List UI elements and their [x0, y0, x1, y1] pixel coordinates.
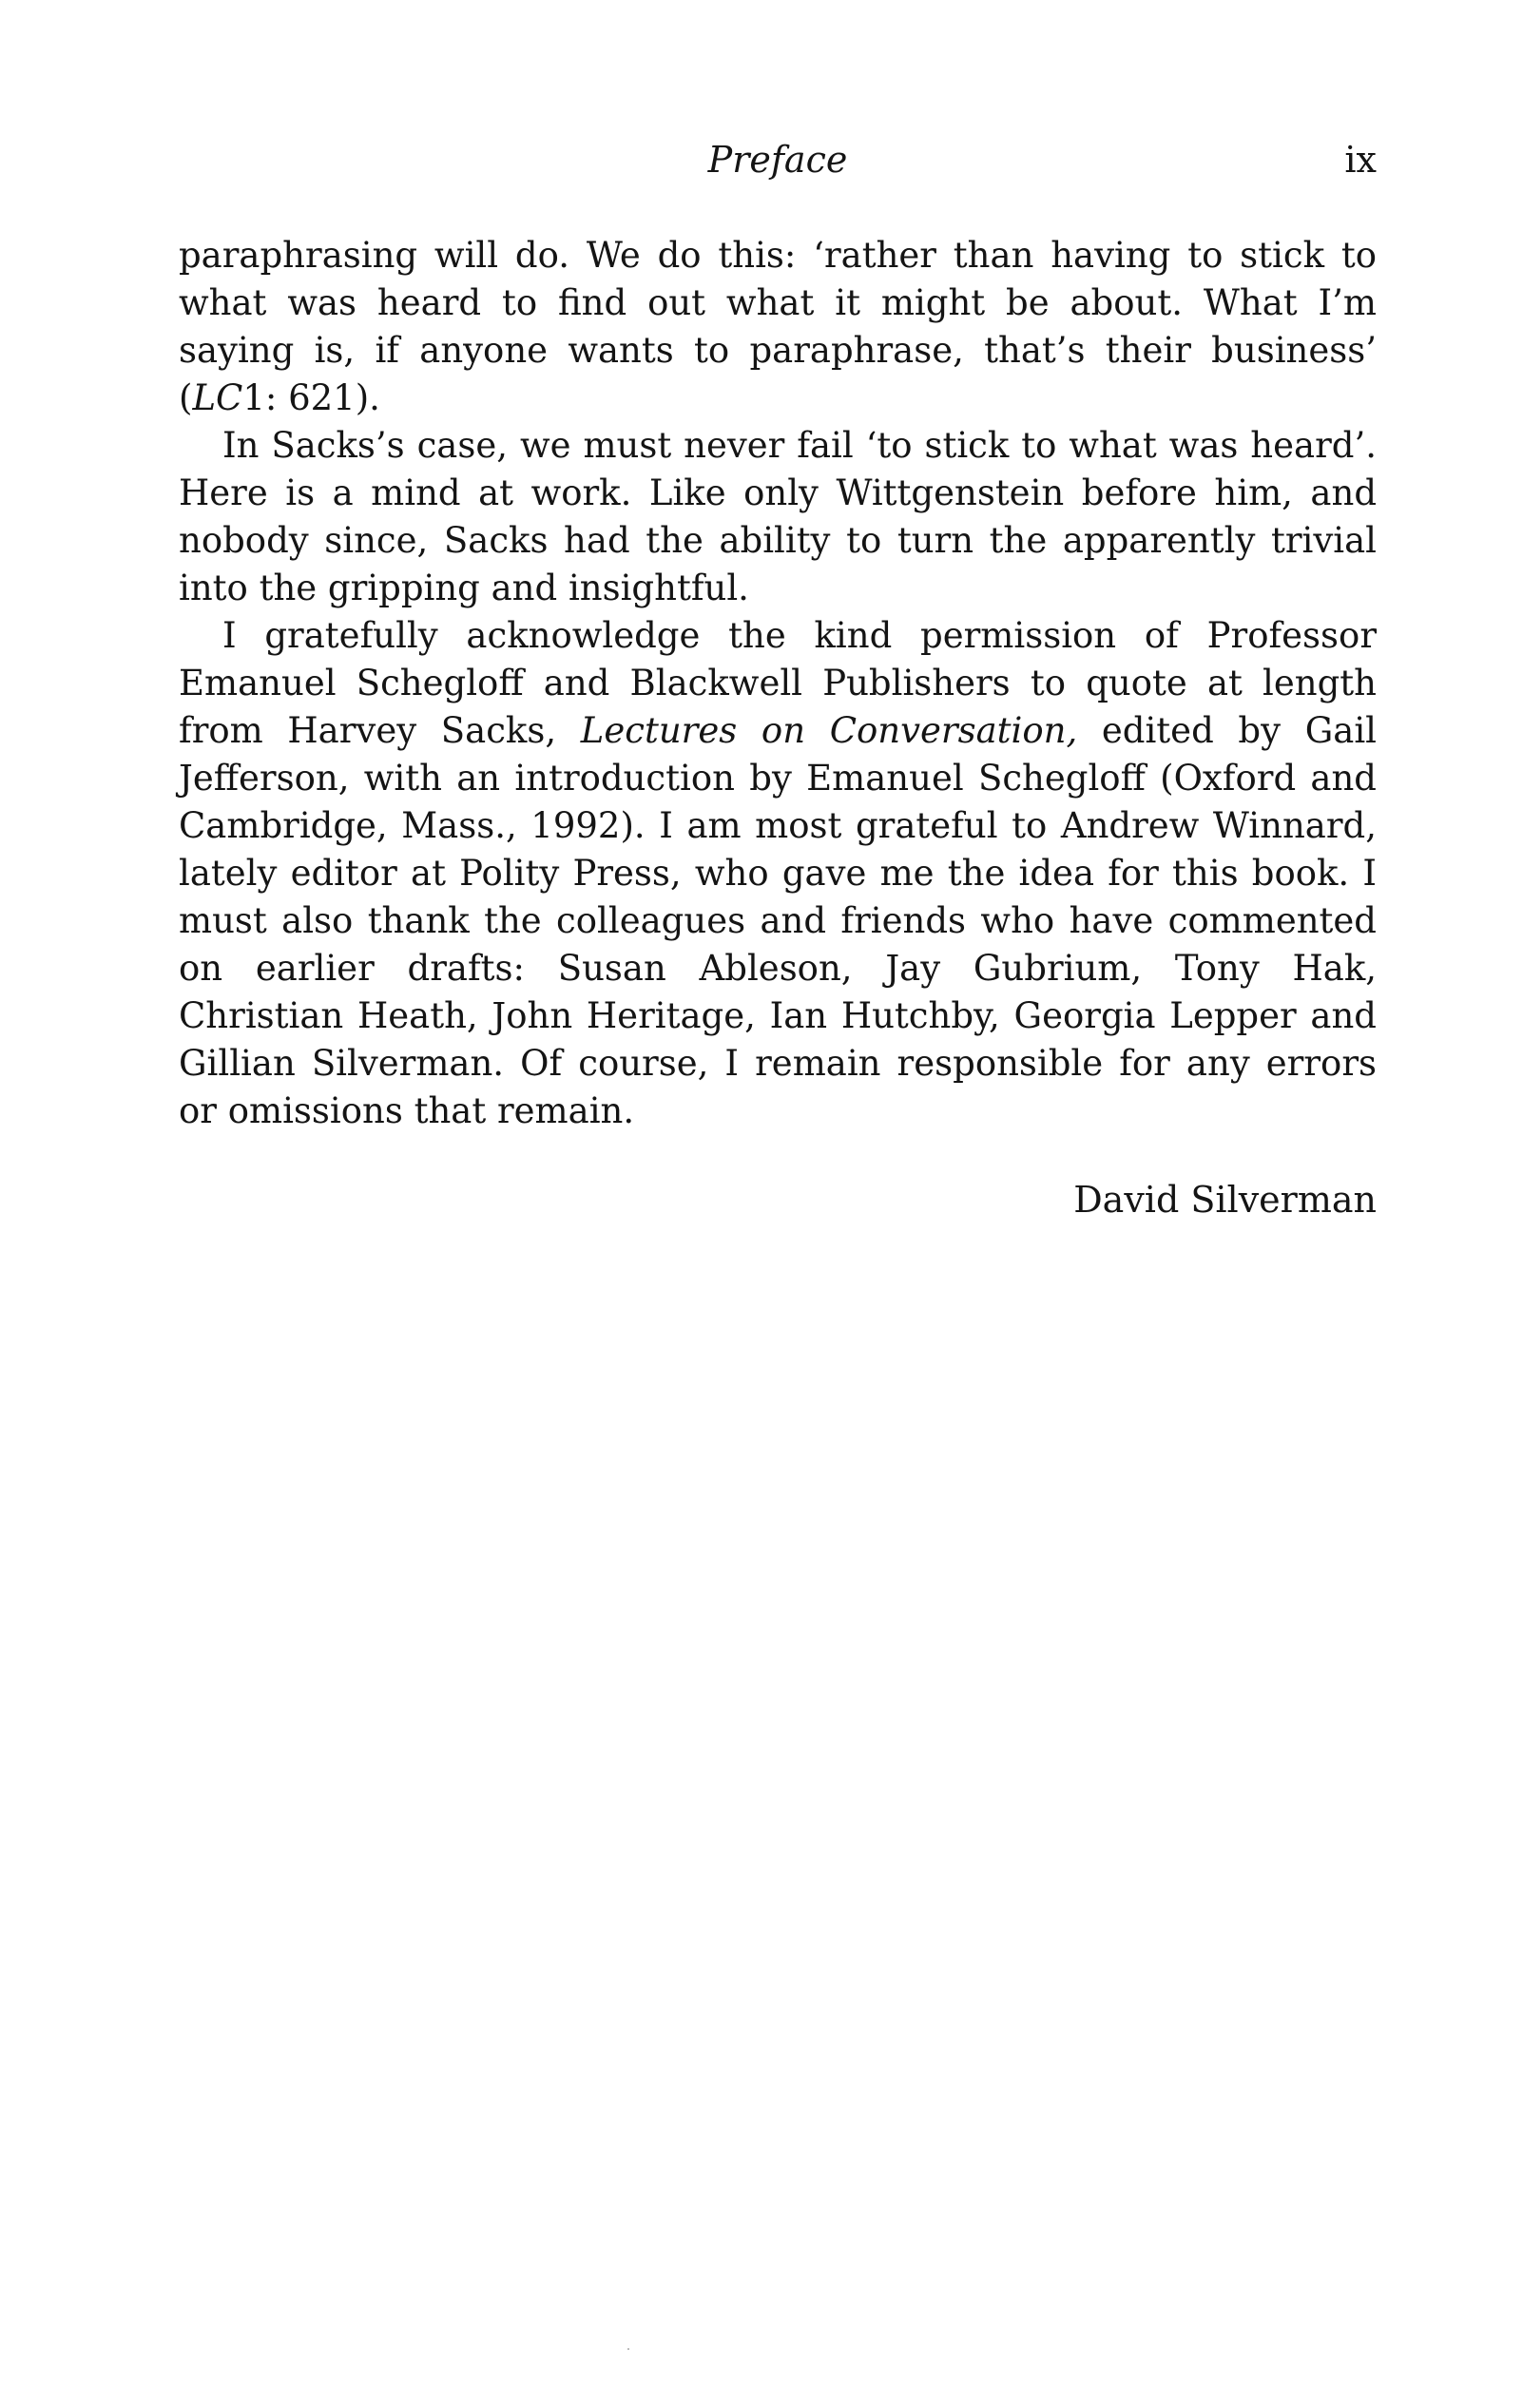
lecture-ref-page: 1: 621). [242, 377, 380, 418]
scan-speck [627, 2348, 629, 2350]
paragraph-1-text: paraphrasing will do. We do this: ‘rather than having to stick to what was heard to find out what it might be about. What I’m saying is, if anyone wants to paraphrase, that’s their business’ ( [179, 235, 1377, 418]
page-number: ix [1344, 139, 1377, 181]
running-title: Preface [707, 139, 848, 181]
paragraph-2: In Sacks’s case, we must never fail ‘to stick to what was heard’. Here is a mind at work. Like only Wittgenstein before him, and nobody since, Sacks had the ability to turn the apparently trivial into the gripping and insightful. [179, 425, 1377, 608]
paragraph-1 [179, 232, 1377, 422]
paragraph-3 [179, 612, 1377, 1135]
preface-body [179, 232, 1377, 1135]
author-signature: David Silverman [1073, 1179, 1377, 1221]
paragraph-3-intro: I gratefully acknowledge the kind permission of Professor Emanuel Schegloff and Blackwell Publishers to quote at length from Harvey Sacks, [179, 615, 1377, 751]
running-head [179, 135, 1377, 184]
paragraph-3-rest: edited by Gail Jefferson, with an introduction by Emanuel Schegloff (Oxford and Cambridge, Mass., 1992). I am most grateful to Andrew Winnard, lately editor at Polity Press, who gave me the idea for this book. I must also thank the colleagues and friends who have commented on earlier drafts: Susan Ableson, Jay Gubrium, Tony Hak, Christian Heath, John Heritage, Ian Hutchby, Georgia Lepper and Gillian Silverman. Of course, I remain responsible for any errors or omissions that remain. [179, 710, 1377, 1131]
book-title: Lectures on Conversation, [580, 710, 1078, 751]
lecture-ref-abbrev: LC [192, 377, 243, 418]
